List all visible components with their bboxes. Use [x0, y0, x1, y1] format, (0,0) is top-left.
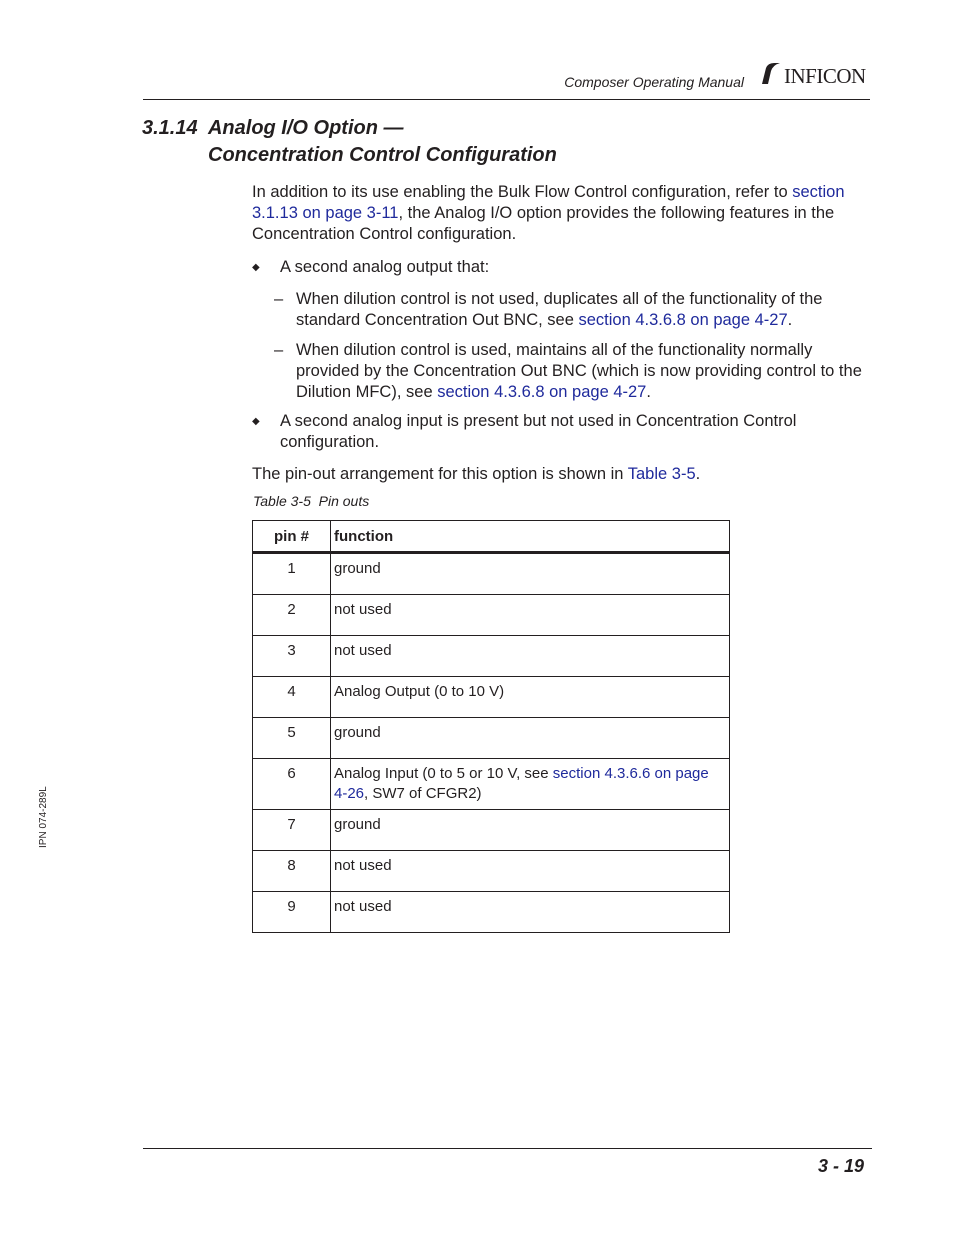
dash-icon: – [274, 290, 284, 308]
intro-text-after: , the Analog I/O option provides the following features in the Concentration Control configuration. [252, 204, 835, 243]
header-rule [143, 99, 870, 100]
side-label-container [38, 786, 100, 859]
function-cell: Analog Output (0 to 10 V) [331, 677, 730, 718]
function-text: Analog Input (0 to 5 or 10 V, see [334, 765, 553, 782]
footer-rule [143, 1148, 872, 1149]
table-header-row [253, 521, 730, 553]
bullet-text: A second analog output that: [280, 258, 490, 276]
section-link-4-3-6-8[interactable]: section 4.3.6.8 on page 4-27 [437, 383, 647, 401]
pin-cell: 2 [253, 595, 331, 636]
intro-text: In addition to its use enabling the Bulk Flow Control configuration, refer to [252, 183, 793, 201]
pin-cell: 4 [253, 677, 331, 718]
table-row [253, 595, 730, 636]
dash-icon: – [274, 341, 284, 359]
table-link-3-5[interactable]: Table 3-5 [627, 465, 696, 483]
sub-item-text-after: . [646, 383, 651, 401]
section-link-4-3-6-6[interactable]: section 4.3.6.6 on page 4-26 [334, 765, 709, 802]
table-caption: Table 3-5 Pin outs [253, 493, 370, 509]
function-cell: not used [331, 636, 730, 677]
sub-item-text-after: . [787, 311, 793, 329]
table-row [253, 759, 730, 810]
manual-title: Composer Operating Manual [564, 74, 744, 90]
sub-item-text [296, 340, 871, 403]
sub-item-text [296, 289, 871, 331]
table-row [253, 810, 730, 851]
header-pin: pin # [253, 521, 331, 553]
inficon-logo [760, 62, 866, 86]
pin-outs-table [252, 520, 730, 933]
pin-cell: 5 [253, 718, 331, 759]
function-cell: not used [331, 595, 730, 636]
table-row [253, 677, 730, 718]
sub-item-text-before: When dilution control is used, maintains all of the functionality normally provided by the Concentration Out BNC (which is now providing control to the Dilution MFC), see [296, 341, 862, 401]
table-row [253, 892, 730, 933]
pin-cell: 9 [253, 892, 331, 933]
function-cell: ground [331, 718, 730, 759]
pin-cell: 8 [253, 851, 331, 892]
function-cell: ground [331, 810, 730, 851]
page-number: 3 - 19 [817, 1156, 864, 1176]
header-function: function [331, 521, 730, 553]
pin-cell: 7 [253, 810, 331, 851]
logo-swoosh-icon [760, 62, 782, 86]
ipn-side-label: IPN 074-289L [38, 786, 49, 848]
function-cell: ground [331, 553, 730, 595]
section-link-4-3-6-8[interactable]: section 4.3.6.8 on page 4-27 [578, 311, 788, 329]
pinout-paragraph [252, 464, 700, 485]
function-cell: not used [331, 851, 730, 892]
intro-paragraph [252, 182, 852, 245]
bullet-text: A second analog input is present but not used in Concentration Control configuration. [280, 412, 797, 451]
pinout-text: The pin-out arrangement for this option is shown in [252, 465, 628, 483]
pin-cell: 3 [253, 636, 331, 677]
table-row [253, 636, 730, 677]
section-link-3-1-13[interactable]: section 3.1.13 on page 3-11 [252, 183, 845, 222]
function-cell [331, 759, 730, 810]
pin-cell: 6 [253, 759, 331, 810]
table-row [253, 553, 730, 595]
pinout-text-after: . [695, 465, 701, 483]
function-text-after: , SW7 of CFGR2) [364, 785, 482, 802]
bullet-icon: ◆ [252, 416, 260, 427]
table-row [253, 851, 730, 892]
bullet-icon: ◆ [252, 262, 260, 273]
pin-cell: 1 [253, 553, 331, 595]
logo-text: INFICON [784, 64, 866, 88]
table-row [253, 718, 730, 759]
function-cell: not used [331, 892, 730, 933]
section-heading: 3.1.14 Analog I/O Option — [142, 117, 404, 139]
section-heading-line2: Concentration Control Configuration [208, 144, 557, 166]
sub-item-text-before: When dilution control is not used, duplicates all of the functionality of the standard Concentration Out BNC, see [296, 290, 823, 329]
